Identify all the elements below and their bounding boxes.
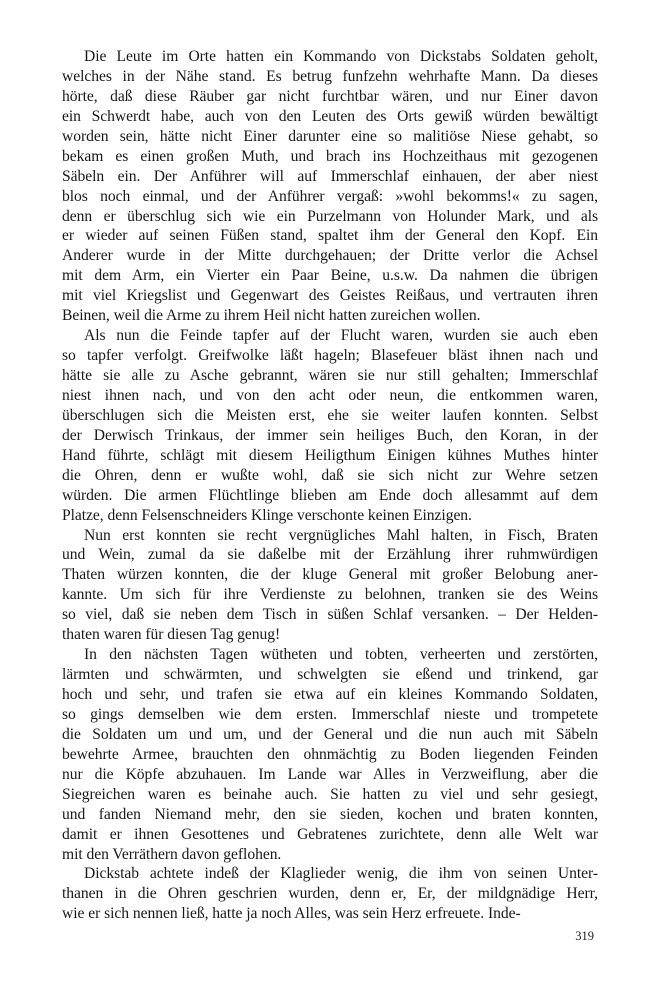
- text-line: Platze, denn Felsenschneiders Klinge verschonte keinen Einzigen.: [62, 506, 472, 524]
- text-line: blos noch einmal, und der Anführer vergaß: »wohl bekomms!« zu sagen,: [62, 187, 598, 205]
- text-line: überschlugen sich die Meisten erst, ehe sie weiter laufen konnten. Selbst: [62, 406, 598, 424]
- text-line: niest ihnen nach, und von den acht oder neun, die entkommen waren,: [62, 386, 598, 404]
- text-line: hoch und sehr, und trafen sie etwa auf ein kleines Kommando Soldaten,: [62, 686, 598, 703]
- text-line: die Soldaten um und um, und der General und die nun auch mit Säbeln: [62, 725, 598, 743]
- text-line: wie er sich nennen ließ, hatte ja noch Alles, was sein Herz erfreuete. Inde-: [62, 905, 521, 923]
- text-line: kannte. Um sich für ihre Verdienste zu belohnen, tranken sie des Weins: [62, 586, 598, 604]
- text-line: mit viel Kriegslist und Gegenwart des Geistes Reißaus, und vertrauten ihren: [62, 287, 598, 305]
- text-line: nur die Köpfe abzuhauen. Im Lande war Alles in Verzweiflung, aber die: [62, 765, 598, 783]
- paragraph: [62, 864, 598, 924]
- text-line: bekam es einen großen Muth, und brach ins Hochzeithaus mit gezogenen: [62, 147, 598, 165]
- text-line: so gings demselben wie dem ersten. Immerschlaf nieste und trompetete: [62, 705, 598, 723]
- text-line: Hand führte, schlägt mit diesem Heiligthum Einigen kühnes Muthes hinter: [62, 446, 598, 464]
- text-line: worden sein, hätte nicht Einer darunter eine so malitiöse Niese gehabt, so: [62, 127, 598, 145]
- text-line: er wieder auf seinen Füßen stand, spaltet ihm der General den Kopf. Ein: [62, 227, 598, 245]
- page-number: 319: [575, 929, 594, 943]
- text-line: und Wein, zumal da sie daßelbe mit der Erzählung ihrer ruhmwürdigen: [62, 546, 598, 564]
- text-line: damit er ihnen Gesottenes und Gebratenes zurichtete, denn alle Welt war: [62, 825, 598, 843]
- text-line: bewehrte Armee, brauchten den ohnmächtig zu Boden liegenden Feinden: [62, 745, 598, 763]
- text-line: Als nun die Feinde tapfer auf der Flucht waren, wurden sie auch eben: [84, 327, 598, 345]
- text-line: hörte, daß diese Räuber gar nicht furchtbar wären, und nur Einer davon: [62, 87, 598, 105]
- text-line: welches in der Nähe stand. Es betrug funfzehn wehrhafte Mann. Da dieses: [62, 67, 598, 85]
- text-line: so viel, daß sie neben dem Tisch in süßen Schlaf versanken. – Der Helden-: [62, 606, 598, 624]
- text-line: Nun erst konnten sie recht vergnügliches Mahl halten, in Fisch, Braten: [84, 526, 598, 544]
- text-line: und fanden Niemand mehr, den sie sieden, kochen und braten konnten,: [62, 805, 598, 823]
- text-line: Anderer wurde in der Mitte durchgehauen; der Dritte verlor die Achsel: [62, 247, 598, 265]
- text-line: Siegreichen waren es beinahe auch. Sie hatten zu viel und sehr gesiegt,: [62, 785, 598, 803]
- paragraph: [62, 326, 598, 525]
- text-line: denn er überschlug sich wie ein Purzelmann von Holunder Mark, und als: [62, 207, 598, 225]
- text-line: Beinen, weil die Arme zu ihrem Heil nicht hatten zureichen wollen.: [62, 307, 481, 325]
- paragraph: [62, 47, 598, 326]
- text-line: mit den Verräthern davon geflohen.: [62, 845, 282, 863]
- text-line: so tapfer verfolgt. Greifwolke läßt hageln; Blasefeuer bläst ihnen nach und: [62, 347, 598, 365]
- text-line: Dickstab achtete indeß der Klaglieder wenig, die ihm von seinen Unter-: [84, 865, 598, 883]
- paragraph: [62, 526, 598, 646]
- text-line: Die Leute im Orte hatten ein Kommando von Dickstabs Soldaten geholt,: [84, 48, 598, 65]
- text-line: hätte sie alle zu Asche gebrannt, wären sie nur still gehalten; Immerschlaf: [62, 367, 598, 384]
- text-line: die Ohren, denn er wußte wohl, daß sie sich nicht zur Wehre setzen: [62, 466, 598, 484]
- text-line: thanen in die Ohren geschrien wurden, denn er, Er, der mildgnädige Herr,: [62, 885, 598, 903]
- text-line: der Derwisch Trinkaus, der immer sein heiliges Buch, den Koran, in der: [62, 426, 598, 444]
- text-line: Säbeln ein. Der Anführer will auf Immerschlaf einhauen, der aber niest: [62, 167, 598, 185]
- text-line: In den nächsten Tagen wütheten und tobten, verheerten und zerstörten,: [84, 646, 598, 664]
- text-line: thaten waren für diesen Tag genug!: [62, 626, 281, 644]
- text-line: mit dem Arm, ein Vierter ein Paar Beine, u.s.w. Da nahmen die übrigen: [62, 267, 598, 285]
- text-line: Thaten würzen konnten, die der kluge General mit großer Belobung aner-: [62, 566, 598, 584]
- text-line: würden. Die armen Flüchtlinge blieben am Ende doch allesammt auf dem: [62, 486, 598, 504]
- text-line: lärmten und schwärmten, und schwelgten sie eßend und trinkend, gar: [62, 666, 598, 684]
- text-block: [62, 47, 598, 924]
- paragraph: [62, 645, 598, 864]
- text-line: ein Schwerdt habe, auch von den Leuten des Orts gewiß würden bewältigt: [62, 107, 598, 125]
